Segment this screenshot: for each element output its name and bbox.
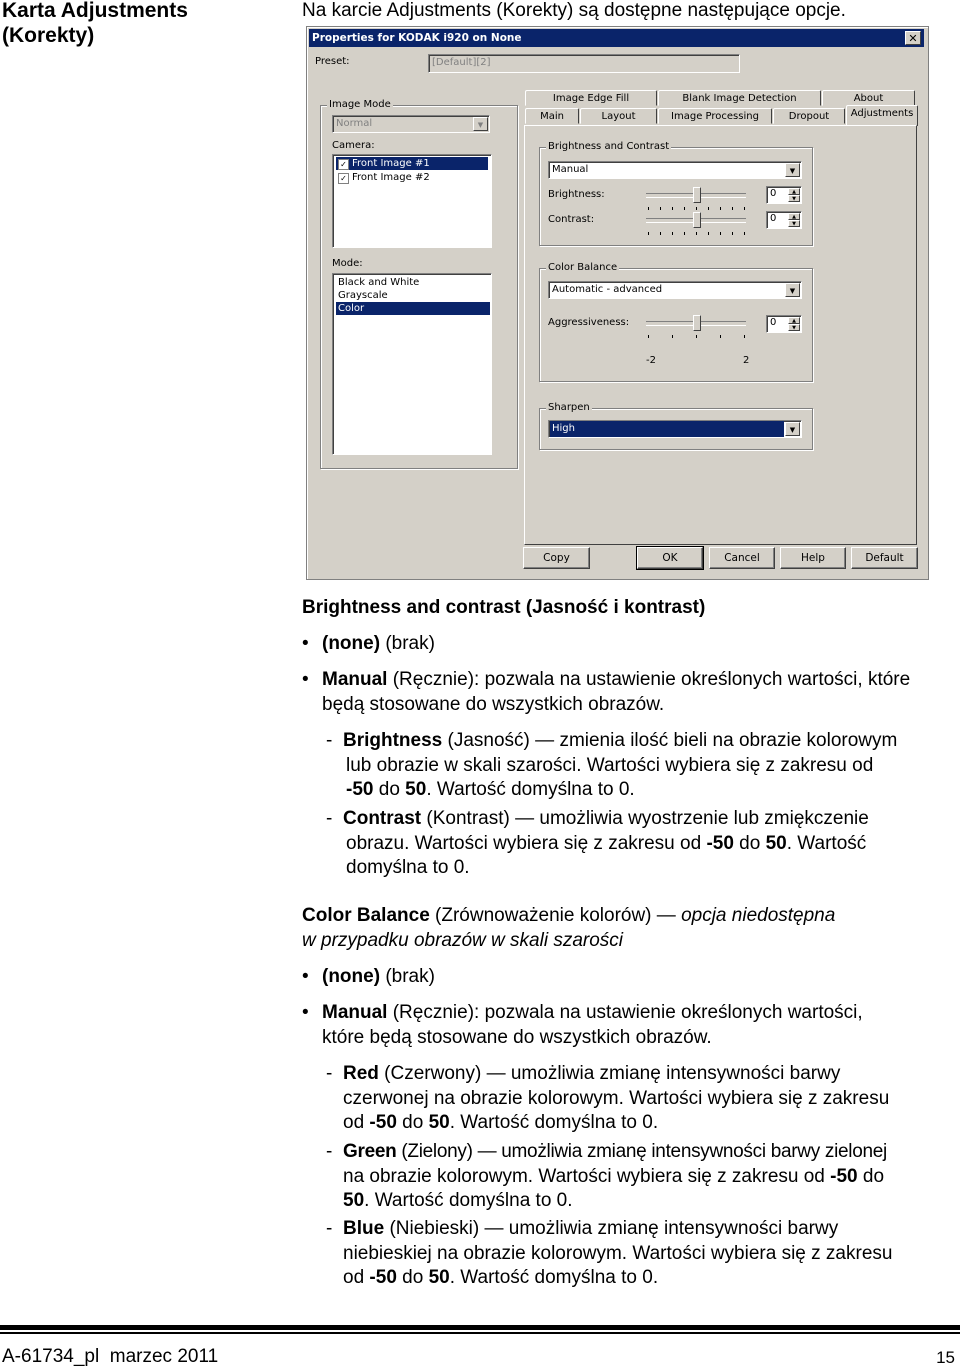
color-balance-label: Color Balance xyxy=(548,262,618,273)
camera-label: Camera: xyxy=(332,140,375,151)
spin-down-icon[interactable]: ▼ xyxy=(788,324,800,331)
brightness-item: - Brightness (Jasność) — zmienia ilość bieli na obrazie kolorowym lub obrazie w skali szarości. Wartości wybiera się z zakresu od -50 do 50. Wartość domyślna to 0. xyxy=(326,730,898,800)
tab-layout[interactable]: Layout xyxy=(580,108,657,124)
camera-item-front-2[interactable]: ✓ Front Image #2 xyxy=(336,171,432,184)
section-title-line1: Karta Adjustments xyxy=(2,0,188,22)
spin-down-icon[interactable]: ▼ xyxy=(788,195,800,202)
preset-label: Preset: xyxy=(315,56,350,67)
copy-button[interactable]: Copy xyxy=(523,547,590,569)
color-balance-heading: Color Balance (Zrównoważenie kolorów) — opcja niedostępna w przypadku obrazów w skali szarości xyxy=(302,905,836,951)
dialog-title: Properties for KODAK i920 on None xyxy=(312,32,522,44)
bc-heading: Brightness and contrast (Jasność i kontrast) xyxy=(302,597,706,618)
chevron-down-icon[interactable]: ▼ xyxy=(785,422,800,436)
footer-rule-thin xyxy=(0,1332,960,1334)
aggressiveness-slider-thumb[interactable] xyxy=(693,315,701,331)
cb-bullet-none: • (none) (brak) xyxy=(302,966,435,987)
green-item: - Green (Zielony) — umożliwia zmianę intensywności barwy zielonej na obrazie kolorowym. Wartości wybiera się z zakresu od -50 do 50. Wartość domyślna to 0. xyxy=(326,1141,887,1211)
tab-image-processing[interactable]: Image Processing xyxy=(658,108,772,124)
default-button[interactable]: Default xyxy=(851,547,918,569)
mode-item-grayscale[interactable]: Grayscale xyxy=(338,290,388,301)
tab-about[interactable]: About xyxy=(822,90,915,106)
brightness-spinbox[interactable] xyxy=(766,186,802,204)
dialog-titlebar xyxy=(309,29,924,47)
properties-dialog xyxy=(306,26,929,580)
dash-marker: - xyxy=(326,1141,333,1162)
tab-image-edge-fill[interactable]: Image Edge Fill xyxy=(525,90,657,106)
image-mode-group xyxy=(320,99,518,469)
image-mode-select[interactable] xyxy=(332,115,490,133)
checkbox-icon[interactable]: ✓ xyxy=(338,173,349,184)
aggressiveness-value: 0 xyxy=(770,317,777,328)
sharpen-label: Sharpen xyxy=(548,402,590,413)
page-number: 15 xyxy=(936,1348,955,1367)
bc-bullet-manual: • Manual (Ręcznie): pozwala na ustawienie określonych wartości, które będą stosowane do wszystkich obrazów. xyxy=(302,669,911,715)
bullet-icon: • xyxy=(302,633,309,654)
tab-blank-image-detection[interactable]: Blank Image Detection xyxy=(658,90,821,106)
chevron-down-icon[interactable]: ▼ xyxy=(785,163,800,177)
close-icon[interactable]: ✕ xyxy=(905,31,921,45)
ok-button[interactable]: OK xyxy=(637,547,703,569)
cancel-button[interactable]: Cancel xyxy=(709,547,775,569)
tab-dropout[interactable]: Dropout xyxy=(773,108,845,124)
contrast-slider-thumb[interactable] xyxy=(693,212,701,228)
camera-list[interactable] xyxy=(332,154,492,248)
contrast-ticks xyxy=(648,232,748,235)
chevron-down-icon[interactable]: ▼ xyxy=(473,117,488,131)
sharpen-group xyxy=(539,402,813,450)
tab-adjustments[interactable]: Adjustments xyxy=(846,105,918,126)
sharpen-value: High xyxy=(550,421,784,437)
checkbox-icon[interactable]: ✓ xyxy=(338,159,349,170)
mode-item-bw[interactable]: Black and White xyxy=(338,277,420,288)
help-button[interactable]: Help xyxy=(780,547,846,569)
bullet-icon: • xyxy=(302,966,309,987)
mode-list[interactable] xyxy=(332,273,492,455)
blue-item: - Blue (Niebieski) — umożliwia zmianę intensywności barwy niebieskiej na obrazie kolorowym. Wartości wybiera się z zakresu od -50 do 50. Wartość domyślna to 0. xyxy=(326,1218,893,1288)
sharpen-select[interactable] xyxy=(548,420,802,438)
bullet-icon: • xyxy=(302,1002,309,1023)
contrast-item: - Contrast (Kontrast) — umożliwia wyostrzenie lub zmiękczenie obrazu. Wartości wybiera się z zakresu od -50 do 50. Wartość domyślna to 0. xyxy=(326,808,869,878)
section-title-line2: (Korekty) xyxy=(2,24,95,47)
image-mode-value: Normal xyxy=(336,118,373,129)
aggressiveness-min: -2 xyxy=(646,355,656,366)
camera-item-front-1[interactable]: ✓ Front Image #1 xyxy=(336,157,488,170)
red-item: - Red (Czerwony) — umożliwia zmianę intensywności barwy czerwonej na obrazie kolorowym. Wartości wybiera się z zakresu od -50 do 50. Wartość domyślna to 0. xyxy=(326,1063,890,1133)
spin-up-icon[interactable]: ▲ xyxy=(788,317,800,324)
bc-select[interactable] xyxy=(548,161,802,179)
spin-down-icon[interactable]: ▼ xyxy=(788,220,800,227)
brightness-ticks xyxy=(648,207,748,210)
preset-field[interactable]: [Default][2] xyxy=(428,54,740,73)
spin-up-icon[interactable]: ▲ xyxy=(788,188,800,195)
color-balance-value: Automatic - advanced xyxy=(552,284,663,295)
footer-doc-id: A-61734_pl marzec 2011 xyxy=(2,1346,219,1367)
cb-bullet-manual: • Manual (Ręcznie): pozwala na ustawienie określonych wartości, które będą stosowane do wszystkich obrazów. xyxy=(302,1002,863,1048)
tab-main[interactable]: Main xyxy=(525,108,579,124)
mode-label: Mode: xyxy=(332,258,363,269)
mode-item-color[interactable]: Color xyxy=(336,302,490,315)
aggressiveness-max: 2 xyxy=(743,355,750,366)
brightness-slider-thumb[interactable] xyxy=(693,187,701,203)
contrast-label: Contrast: xyxy=(548,214,595,225)
bc-select-value: Manual xyxy=(552,164,589,175)
bc-group-label: Brightness and Contrast xyxy=(548,141,670,152)
bc-group xyxy=(539,141,813,246)
section-title xyxy=(2,0,292,48)
aggressiveness-label: Aggressiveness: xyxy=(548,317,630,328)
brightness-label: Brightness: xyxy=(548,189,605,200)
dash-marker: - xyxy=(326,1063,333,1084)
dash-marker: - xyxy=(326,808,333,829)
brightness-value: 0 xyxy=(770,188,777,199)
color-balance-group xyxy=(539,262,813,382)
dash-marker: - xyxy=(326,1218,333,1239)
chevron-down-icon[interactable]: ▼ xyxy=(785,283,800,297)
intro-text: Na karcie Adjustments (Korekty) są dostępne następujące opcje. xyxy=(302,0,846,21)
footer-rule xyxy=(0,1325,960,1330)
contrast-value: 0 xyxy=(770,213,777,224)
bc-bullet-none: • (none) (brak) xyxy=(302,633,435,654)
dash-marker: - xyxy=(326,730,333,751)
aggressiveness-ticks xyxy=(648,335,748,338)
contrast-spinbox[interactable] xyxy=(766,211,802,229)
image-mode-label: Image Mode xyxy=(329,99,391,110)
color-balance-select[interactable] xyxy=(548,281,802,299)
bullet-icon: • xyxy=(302,669,309,690)
aggressiveness-spinbox[interactable] xyxy=(766,315,802,333)
spin-up-icon[interactable]: ▲ xyxy=(788,213,800,220)
